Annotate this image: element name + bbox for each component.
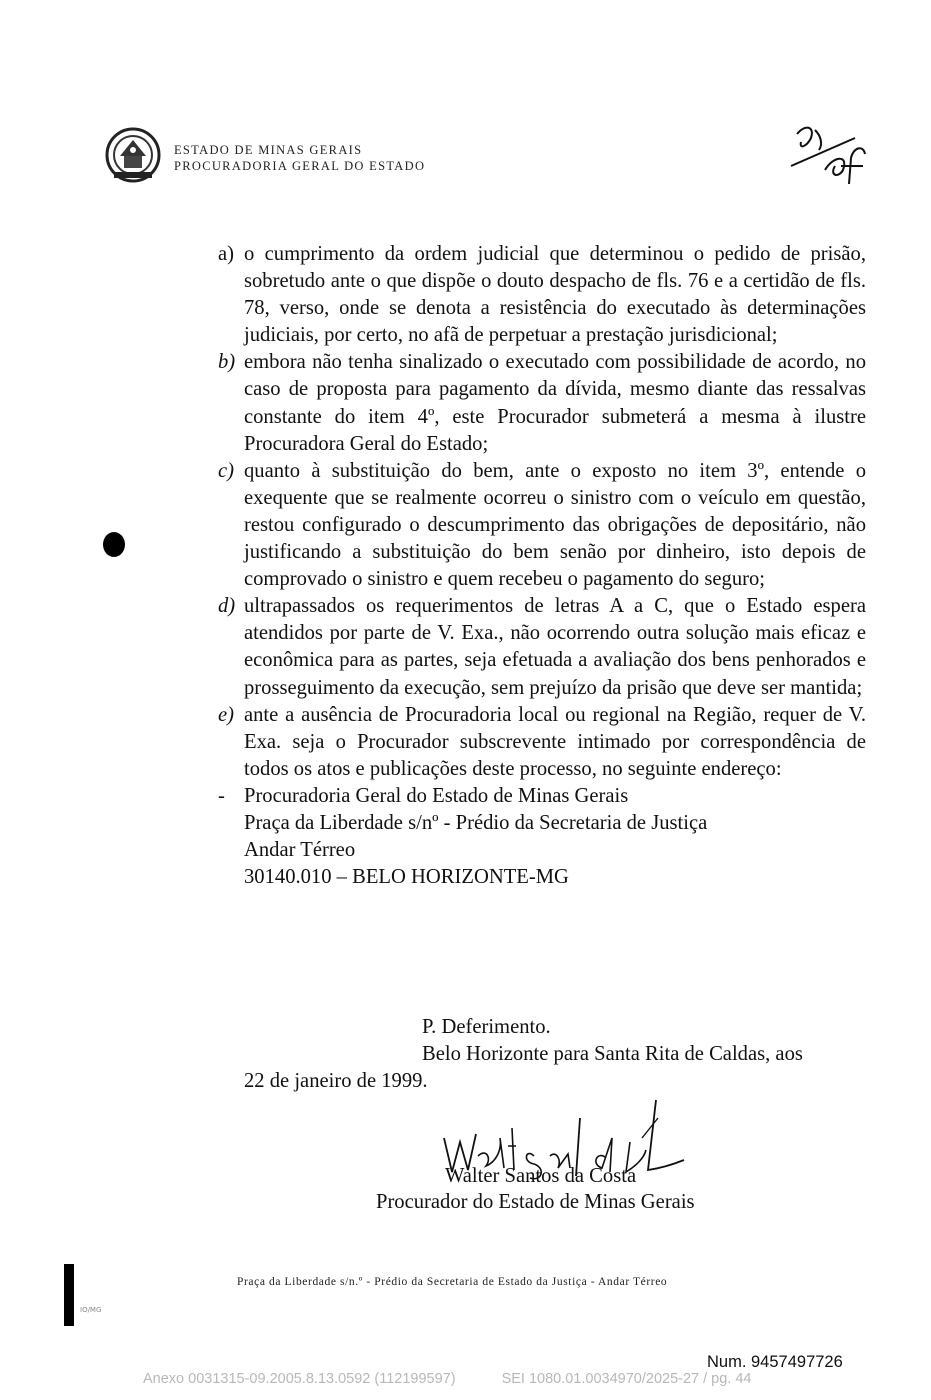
address-line-4: 30140.010 – BELO HORIZONTE-MG [244,866,569,889]
closing-block [244,1014,865,1095]
list-item-label: e) [218,703,234,726]
page-rubric-mark [785,120,875,190]
list-item-label: b) [218,351,236,374]
list-item-text: o cumprimento da ordem judicial que determinou o pedido de prisão, sobretudo ante o que dispõe o douto despacho de fls. 76 e a certidão de fls. 78, verso, onde se denota a resistência do executado às determinações judiciais, por certo, no afã de perpetuar a prestação jurisdicional; [244,243,866,347]
list-item-text: ultrapassados os requerimentos de letras A a C, que o Estado espera atendidos por parte de V. Exa., não ocorrendo outra solução mais eficaz e econômica para as partes, seja efetuada a avaliação dos bens penhorados e prosseguimento da execução, sem prejuízo da prisão que deve ser mantida; [244,595,866,699]
press-stamp: IO/MG [80,1306,102,1314]
list-item-c [218,458,866,593]
address-block [218,783,866,810]
state-name: ESTADO DE MINAS GERAIS [174,143,363,157]
margin-dot-mark [103,532,125,557]
address-line-2: Praça da Liberdade s/nº - Prédio da Secretaria de Justiça [244,811,708,834]
letterhead [100,126,440,186]
list-item-text: quanto à substituição do bem, ante o exposto no item 3º, entende o exequente que se realmente ocorreu o sinistro com o veículo em questão, restou configurado o descumprimento das obrigações de depositário, não justificando a substituição do bem senão por dinheiro, isto depois de comprovado o sinistro e quem recebeu o pagamento do seguro; [244,459,866,591]
footer-address: Praça da Liberdade s/n.º - Prédio da Secretaria de Estado da Justiça - Andar Térreo [237,1276,668,1288]
place-date-line: Belo Horizonte para Santa Rita de Caldas, aos [422,1043,803,1066]
list-item-a [218,241,866,349]
list-item-text: ante a ausência de Procuradoria local ou regional na Região, requer de V. Exa. seja o Procurador subscrevente intimado por correspondência de todos os atos e publicações deste processo, no seguinte endereço: [244,703,866,780]
list-item-label: a) [218,243,234,265]
signer-title: Procurador do Estado de Minas Gerais [376,1191,695,1213]
list-item-e [218,702,866,783]
date-line: 22 de janeiro de 1999. [244,1070,428,1093]
scan-margin-bar [64,1264,74,1326]
address-line-1: Procuradoria Geral do Estado de Minas Gerais [244,784,629,807]
signer-name: Walter Santos da Costa [445,1165,637,1187]
deferimento-line: P. Deferimento. [422,1016,551,1038]
list-item-text: embora não tenha sinalizado o executado com possibilidade de acordo, no caso de proposta para pagamento da dívida, mesmo diante das ressalvas constante do item 4º, este Procurador submeterá a mesma à ilustre Procuradora Geral do Estado; [244,351,866,455]
document-number: Num. 9457497726 [707,1353,843,1371]
list-item-b [218,349,866,457]
institution-name: PROCURADORIA GERAL DO ESTADO [174,159,426,173]
state-seal-icon [100,126,166,184]
annex-process-ref: Anexo 0031315-09.2005.8.13.0592 (112199597) [143,1371,456,1387]
list-item-label: d) [218,595,236,618]
address-line-3: Andar Térreo [244,839,356,862]
list-item-label: c) [218,459,234,482]
annex-sei-ref: SEI 1080.01.0034970/2025-27 / pg. 44 [501,1371,752,1387]
list-item-d [218,593,866,701]
address-dash: - [218,784,225,807]
annex-watermark [143,1371,752,1387]
petition-body [218,241,866,891]
